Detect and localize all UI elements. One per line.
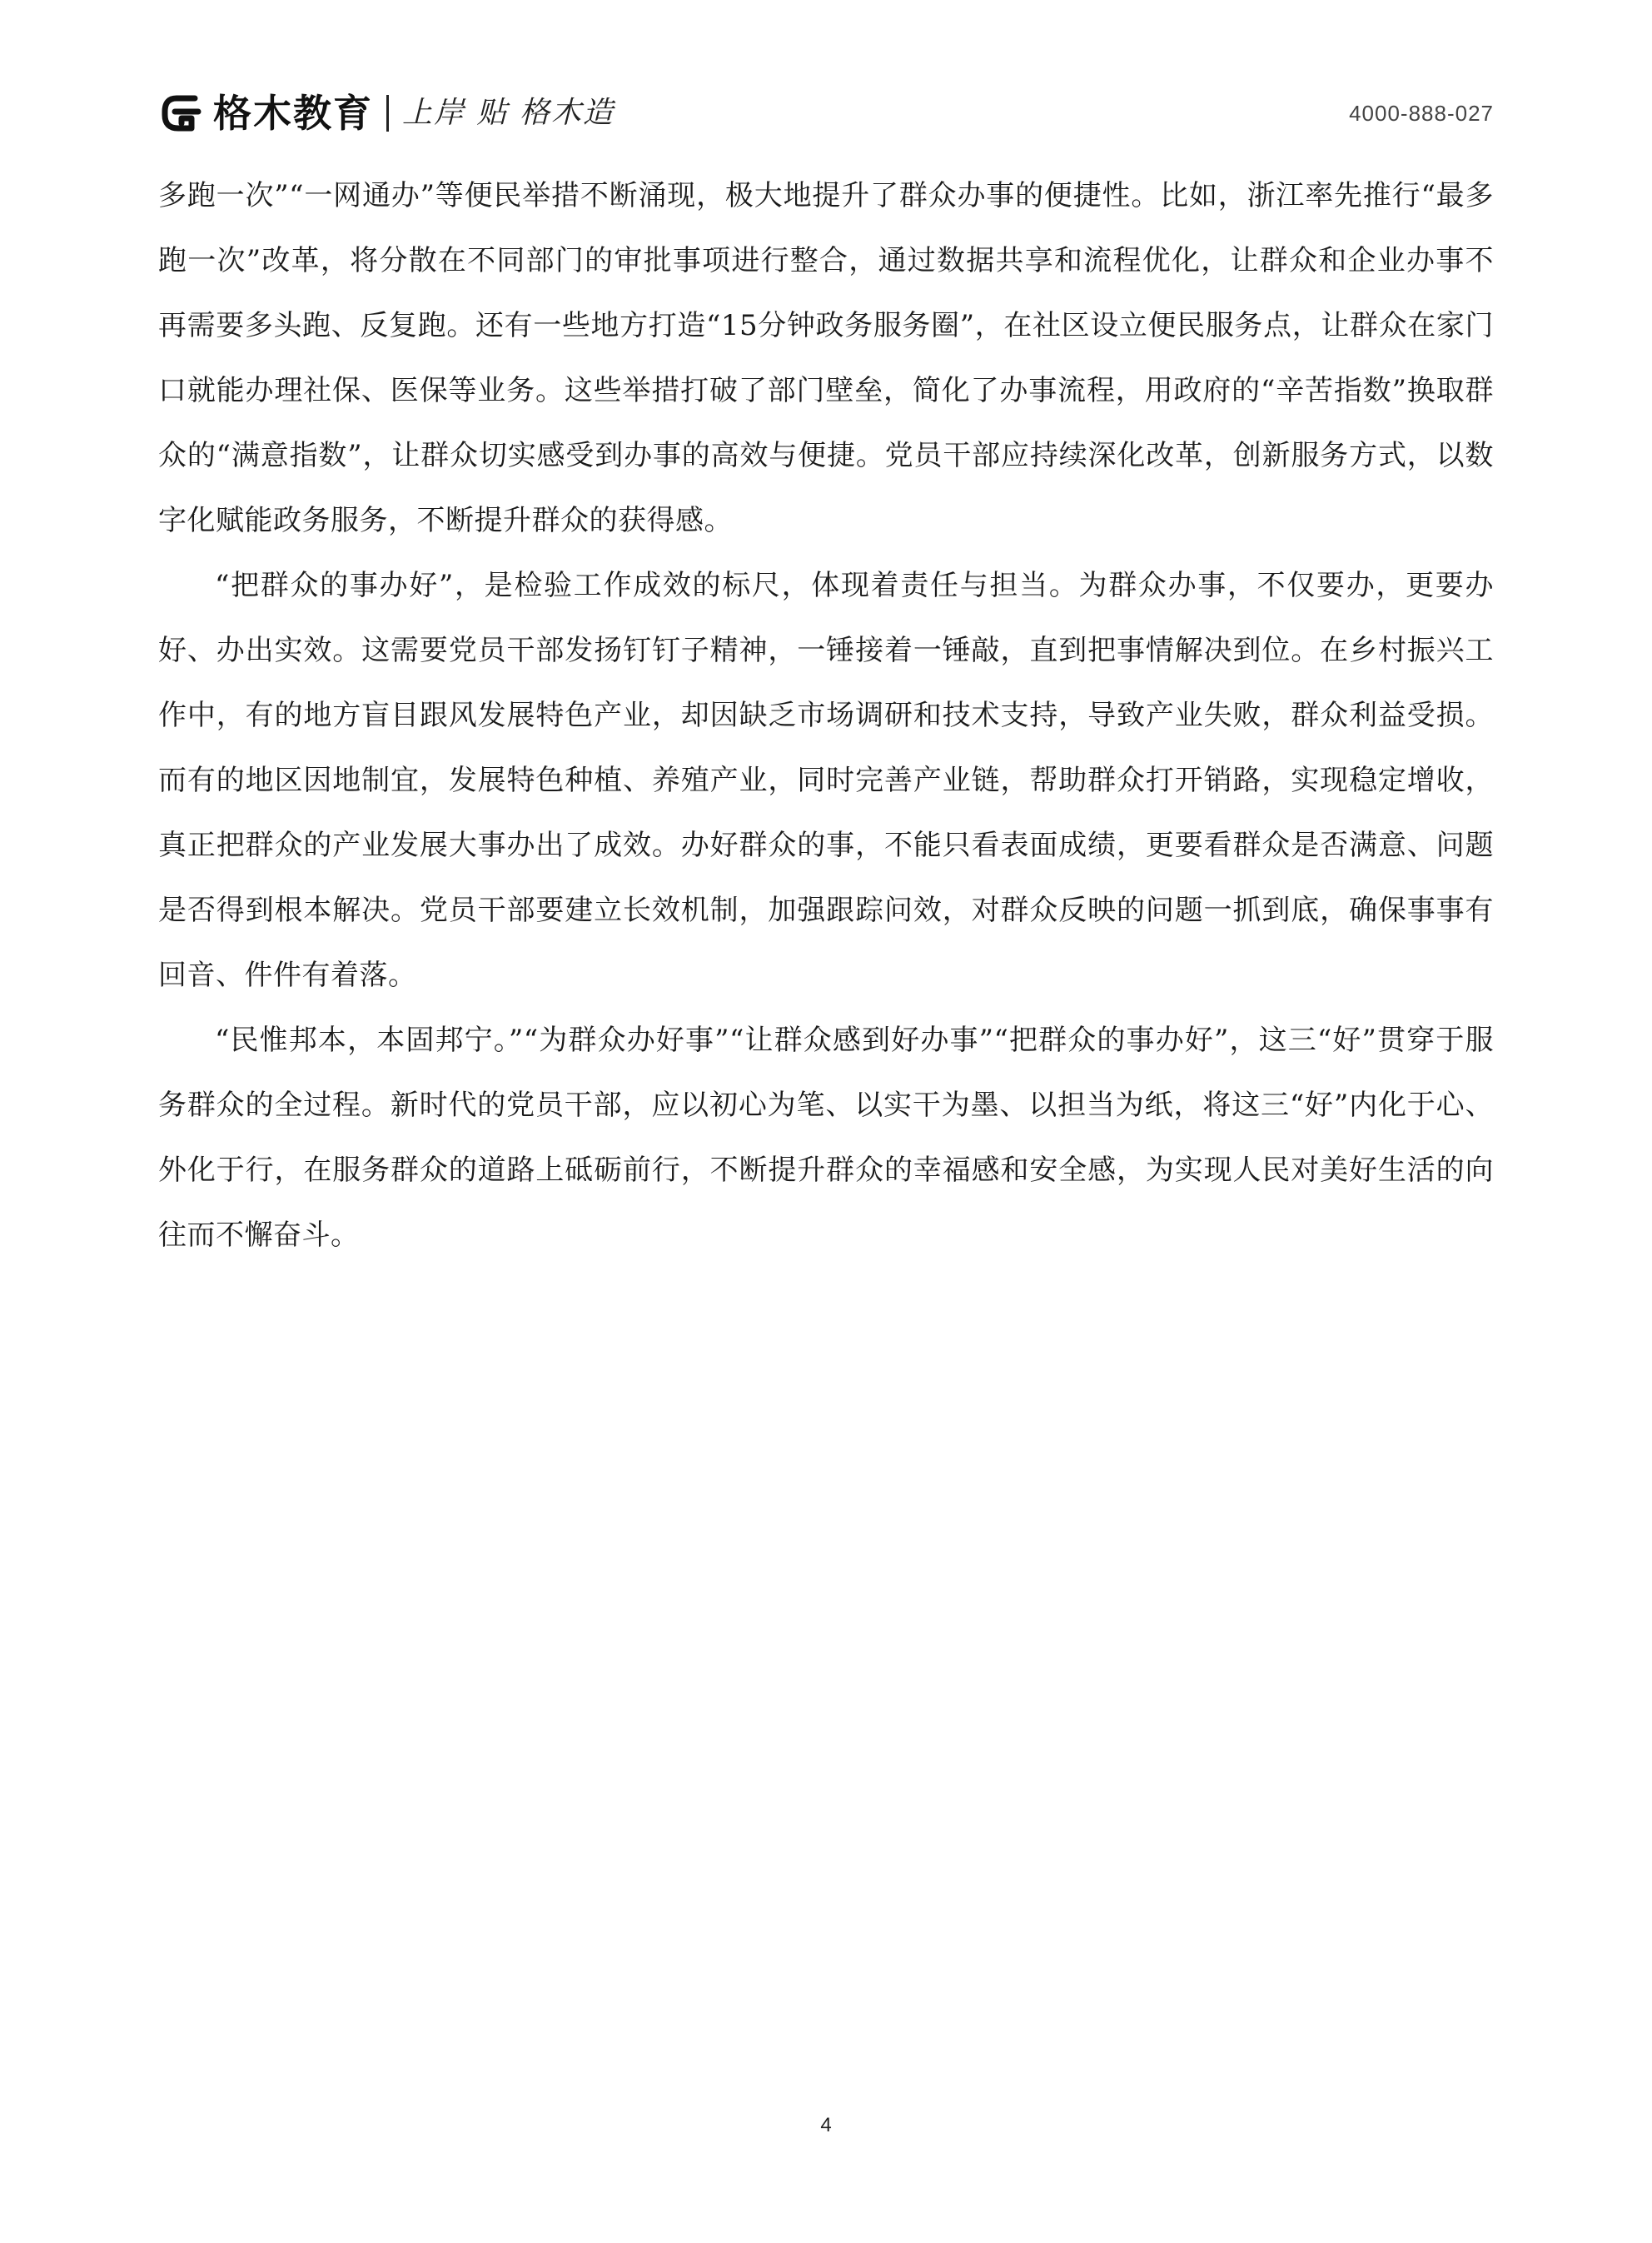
paragraph-3: “民惟邦本，本固邦宁。”“为群众办好事”“让群众感到好办事”“把群众的事办好”，这三“好”贯穿于服务群众的全过程。新时代的党员干部，应以初心为笔、以实干为墨、以担当为纸，将这三“好”内化于心、外化于行，在服务群众的道路上砥砺前行，不断提升群众的幸福感和安全感，为实现人民对美好生活的向往而不懈奋斗。 [158, 1024, 1494, 1252]
brand-name: 格木教育 [213, 91, 373, 136]
page-number: 4 [820, 2114, 832, 2136]
brand-slogan: 上岸 贴 格木造 [402, 96, 615, 130]
g-logo-icon [158, 90, 205, 137]
document-body [158, 163, 1494, 1268]
hotline-number: 4000-888-027 [1349, 101, 1494, 126]
page-header [158, 87, 1494, 140]
paragraph-2: “把群众的事办好”，是检验工作成效的标尺，体现着责任与担当。为群众办事，不仅要办，更要办好、办出实效。这需要党员干部发扬钉钉子精神，一锤接着一锤敲，直到把事情解决到位。在乡村振兴工作中，有的地方盲目跟风发展特色产业，却因缺乏市场调研和技术支持，导致产业失败，群众利益受损。而有的地区因地制宜，发展特色种植、养殖产业，同时完善产业链，帮助群众打开销路，实现稳定增收，真正把群众的产业发展大事办出了成效。办好群众的事，不能只看表面成绩，更要看群众是否满意、问题是否得到根本解决。党员干部要建立长效机制，加强跟踪问效，对群众反映的问题一抓到底，确保事事有回音、件件有着落。 [158, 569, 1494, 992]
paragraph-1: 多跑一次”“一网通办”等便民举措不断涌现，极大地提升了群众办事的便捷性。比如，浙江率先推行“最多跑一次”改革，将分散在不同部门的审批事项进行整合，通过数据共享和流程优化，让群众和企业办事不再需要多头跑、反复跑。还有一些地方打造“15分钟政务服务圈”，在社区设立便民服务点，让群众在家门口就能办理社保、医保等业务。这些举措打破了部门壁垒，简化了办事流程，用政府的“辛苦指数”换取群众的“满意指数”，让群众切实感受到办事的高效与便捷。党员干部应持续深化改革，创新服务方式，以数字化赋能政务服务，不断提升群众的获得感。 [158, 179, 1494, 537]
brand-divider [386, 95, 389, 132]
brand-block [158, 87, 615, 140]
